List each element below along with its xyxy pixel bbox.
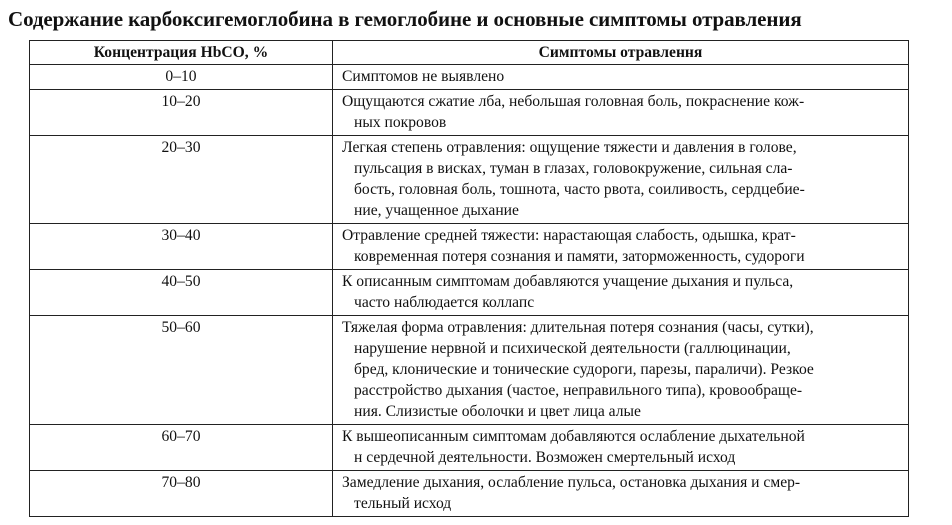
symptoms-text-line: ковременная потеря сознания и памяти, заторможенность, судороги [354, 248, 805, 265]
column-header-symptoms: Симптомы отравлення [333, 41, 909, 65]
table-row [30, 136, 909, 224]
symptoms-text-line: Замедление дыхания, ослабление пульса, остановка дыхания и смер- [342, 474, 801, 491]
symptoms-table [29, 40, 909, 517]
symptoms-cell [333, 224, 909, 270]
symptoms-text-line: бость, головная боль, тошнота, часто рвота, соиливость, сердцебие- [354, 181, 805, 198]
symptoms-text-line: бред, клонические и тонические судороги, парезы, параличи). Резкое [354, 361, 814, 378]
symptoms-text-line: Ощущаются сжатие лба, небольшая головная боль, покраснение кож- [342, 93, 805, 110]
concentration-cell: 60–70 [30, 425, 333, 471]
table-row [30, 90, 909, 136]
symptoms-text-line: Симптомов не выявлено [342, 68, 505, 85]
concentration-cell: 20–30 [30, 136, 333, 224]
symptoms-cell [333, 136, 909, 224]
symptoms-text-line: тельный исход [354, 495, 452, 512]
symptoms-cell [333, 316, 909, 425]
concentration-cell: 0–10 [30, 65, 333, 90]
symptoms-text-line: Легкая степень отравления: ощущение тяжести и давления в голове, [342, 139, 797, 156]
symptoms-text-line: К описанным симптомам добавляются учащение дыхания и пульса, [342, 273, 794, 290]
table-row [30, 316, 909, 425]
symptoms-text-line: ных покровов [354, 114, 447, 131]
symptoms-cell [333, 471, 909, 517]
table-row [30, 65, 909, 90]
table-row [30, 270, 909, 316]
concentration-cell: 70–80 [30, 471, 333, 517]
symptoms-cell [333, 65, 909, 90]
symptoms-text-line: часто наблюдается коллапс [354, 294, 535, 311]
symptoms-text-line: К вышеописанным симптомам добавляются ослабление дыхательной [342, 428, 805, 445]
table-header-row [30, 41, 909, 65]
page-title: Содержание карбоксигемоглобина в гемоглобине и основные симптомы отравления [8, 7, 802, 31]
table-row [30, 425, 909, 471]
symptoms-text-line: ния. Слизистые оболочки и цвет лица алые [354, 403, 641, 420]
concentration-cell: 50–60 [30, 316, 333, 425]
concentration-cell: 30–40 [30, 224, 333, 270]
table-row [30, 224, 909, 270]
concentration-cell: 40–50 [30, 270, 333, 316]
concentration-cell: 10–20 [30, 90, 333, 136]
table-row [30, 471, 909, 517]
symptoms-text-line: Тяжелая форма отравления: длительная потеря сознания (часы, сутки), [342, 319, 814, 336]
symptoms-text-line: н сердечной деятельности. Возможен смертельный исход [354, 449, 736, 466]
symptoms-text-line: Отравление средней тяжести: нарастающая слабость, одышка, крат- [342, 227, 796, 244]
symptoms-text-line: пульсация в висках, туман в глазах, головокружение, сильная сла- [354, 160, 793, 177]
symptoms-text-line: нарушение нервной и психической деятельности (галлюцинации, [354, 340, 791, 357]
column-header-concentration: Концентрация HbCO, % [30, 41, 333, 65]
symptoms-cell [333, 270, 909, 316]
symptoms-text-line: ние, учащенное дыхание [354, 202, 519, 219]
symptoms-cell [333, 90, 909, 136]
symptoms-text-line: расстройство дыхания (частое, неправильного типа), кровообраще- [354, 382, 803, 399]
symptoms-cell [333, 425, 909, 471]
